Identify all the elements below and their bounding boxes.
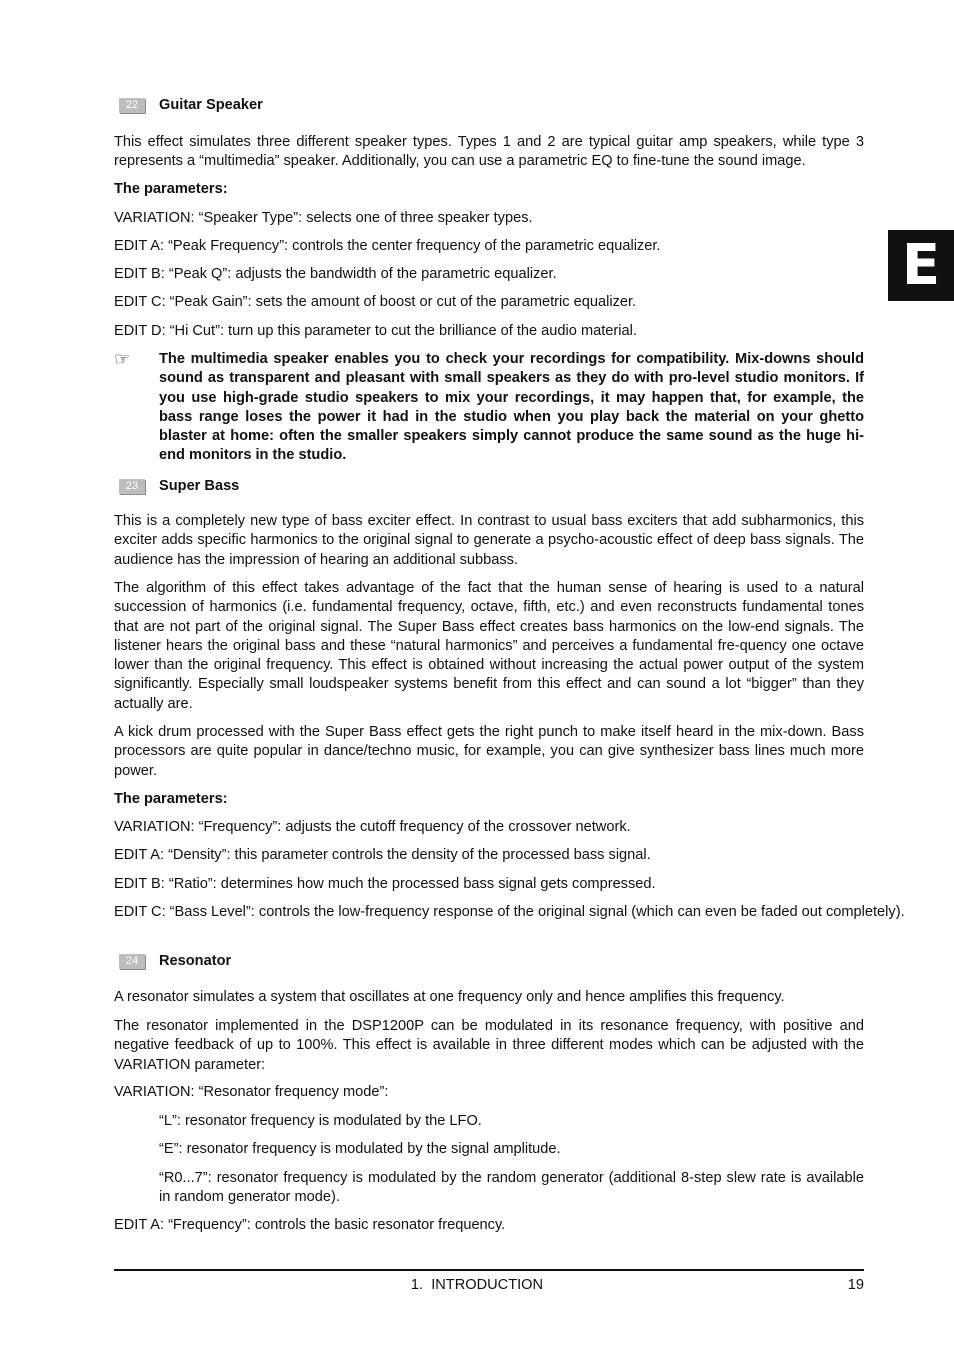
section-title: Super Bass xyxy=(159,478,240,494)
param-variation: VARIATION: “Speaker Type”: selects one of three speaker types. xyxy=(114,210,533,226)
param-variation: VARIATION: “Frequency”: adjusts the cutoff frequency of the crossover network. xyxy=(114,819,631,835)
parameters-heading: The parameters: xyxy=(114,791,228,807)
param-edit-c: EDIT C: “Bass Level”: controls the low-frequency response of the original signal (which can even be faded out completely). xyxy=(114,904,905,920)
resonator-paragraph-2: The resonator implemented in the DSP1200P can be modulated in its resonance frequency, with positive and negative feedback of up to 100%. This effect is available in three different modes which can be adjusted with the VARIATION parameter: xyxy=(114,1018,864,1073)
section-tab-e: E xyxy=(888,230,954,301)
resonator-mode-r: “R0...7”: resonator frequency is modulated by the random generator (additional 8-step slew rate is available in random generator mode). xyxy=(159,1170,864,1206)
super-bass-paragraph-3: A kick drum processed with the Super Bass effect gets the right punch to make itself heard in the mix-down. Bass processors are quite popular in dance/techno music, for example, you can give synthesizer bass lines much more power. xyxy=(114,724,864,779)
section-number-badge: 22 xyxy=(119,98,145,113)
resonator-mode-e: “E”: resonator frequency is modulated by the signal amplitude. xyxy=(159,1141,561,1157)
param-edit-b: EDIT B: “Peak Q”: adjusts the bandwidth of the parametric equalizer. xyxy=(114,266,557,282)
note-text: The multimedia speaker enables you to check your recordings for compatibility. Mix-downs should sound as transparent and pleasant with small speakers as they do with pro-level studio monitors. If you use high-grade studio speakers to mix your recordings, it may happen that, for example, the bass range loses the power it had in the studio when you play back the material on your ghetto blaster at home: often the smaller speakers simply cannot produce the same sound as the huge hi-end monitors in the studio. xyxy=(159,351,864,464)
super-bass-paragraph-1: This is a completely new type of bass exciter effect. In contrast to usual bass exciters that add subharmonics, this exciter adds specific harmonics to the original signal to generate a psycho-acoustic effect of deep bass signals. The audience has the impression of hearing an additional subbass. xyxy=(114,513,864,568)
footer-chapter-title: INTRODUCTION xyxy=(431,1277,544,1293)
section-title: Resonator xyxy=(159,953,232,969)
section-heading-super-bass xyxy=(114,476,239,496)
parameters-heading: The parameters: xyxy=(114,181,228,197)
section-title: Guitar Speaker xyxy=(159,97,263,113)
param-edit-d: EDIT D: “Hi Cut”: turn up this parameter to cut the brilliance of the audio material. xyxy=(114,323,637,339)
param-edit-b: EDIT B: “Ratio”: determines how much the processed bass signal gets compressed. xyxy=(114,876,656,892)
page-number: 19 xyxy=(847,1277,864,1293)
resonator-mode-l: “L”: resonator frequency is modulated by the LFO. xyxy=(159,1113,482,1129)
section-number-badge: 23 xyxy=(119,479,145,494)
footer-chapter xyxy=(0,1277,954,1293)
pointing-hand-icon: ☞ xyxy=(114,349,131,369)
param-edit-a: EDIT A: “Peak Frequency”: controls the center frequency of the parametric equalizer. xyxy=(114,238,661,254)
section-heading-guitar-speaker xyxy=(114,95,263,115)
footer-chapter-number: 1. xyxy=(410,1277,424,1293)
guitar-speaker-intro: This effect simulates three different speaker types. Types 1 and 2 are typical guitar amp speakers, while type 3 represents a “multimedia” speaker. Additionally, you can use a parametric EQ to fine-tune the sound image. xyxy=(114,134,864,170)
param-edit-c: EDIT C: “Peak Gain”: sets the amount of boost or cut of the parametric equalizer. xyxy=(114,294,637,310)
param-edit-a: EDIT A: “Density”: this parameter controls the density of the processed bass signal. xyxy=(114,847,651,863)
resonator-edit-a: EDIT A: “Frequency”: controls the basic resonator frequency. xyxy=(114,1217,506,1233)
resonator-paragraph-1: A resonator simulates a system that oscillates at one frequency only and hence amplifies this frequency. xyxy=(114,989,785,1005)
section-number-badge: 24 xyxy=(119,954,145,969)
resonator-variation: VARIATION: “Resonator frequency mode”: xyxy=(114,1084,389,1100)
footer-rule xyxy=(114,1269,864,1271)
super-bass-paragraph-2: The algorithm of this effect takes advantage of the fact that the human sense of hearing is used to a natural succession of harmonics (i.e. fundamental frequency, octave, fifth, etc.) and even reconstructs fundamental tones that are not part of the original signal. The Super Bass effect creates bass harmonics on the low-end signals. The listener hears the original bass and these “natural harmonics” and perceives a fundamental fre-quency one octave lower than the original frequency. This effect is obtained without increasing the actual power output of the system significantly. Especially small loudspeaker systems benefit from this effect and can sound a lot “bigger” than they actually are. xyxy=(114,580,864,712)
section-heading-resonator xyxy=(114,951,231,971)
